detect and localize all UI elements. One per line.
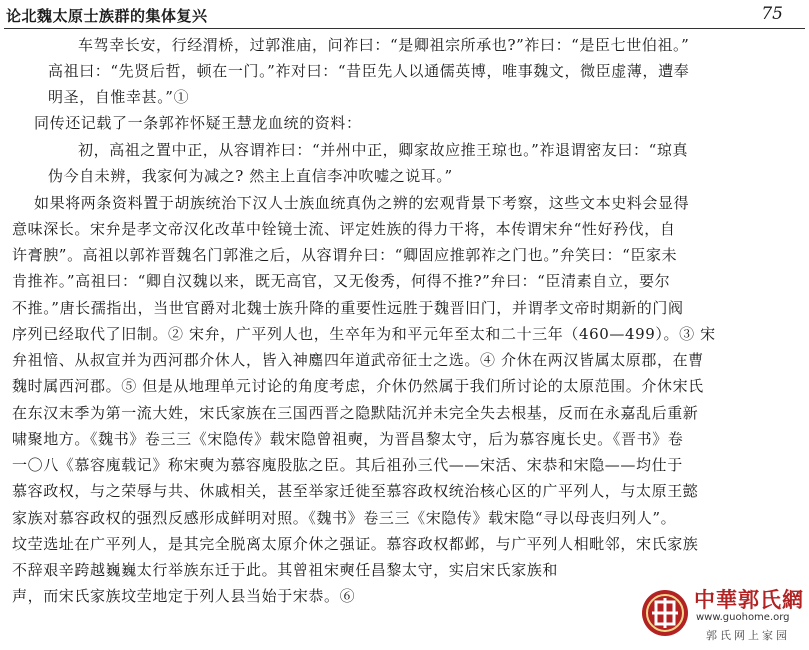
text-line: 不推。”唐长孺指出，当世官爵对北魏士族升降的重要性远胜于魏晋旧门，并谓孝文帝时期新的门阀 — [12, 299, 684, 317]
text-line: 不辞艰辛跨越巍巍太行举族东迁于此。其曾祖宋奭任昌黎太守，实启宋氏家族和 — [12, 561, 559, 579]
text-line: 如果将两条资料置于胡族统治下汉人士族血统真伪之辨的宏观背景下考察，这些文本史料会显得 — [34, 194, 690, 212]
text-line: 肯推祚。”高祖曰：“卿自汉魏以来，既无高官，又无俊秀，何得不推?”弁曰：“臣清素自立，要尔 — [12, 272, 671, 290]
text-line: 啸聚地方。《魏书》卷三三《宋隐传》载宋隐曾祖奭，为晋昌黎太守，后为慕容廆长史。《晋书》卷 — [12, 430, 684, 448]
text-line: 弁祖愔、从叔宣并为西河郡介休人，皆入神䴥四年道武帝征士之选。④ 介休在两汉皆属太原郡，在曹 — [12, 351, 704, 369]
text-line: 明圣，自惟幸甚。”① — [48, 88, 190, 106]
text-line: 家族对慕容政权的强烈反感形成鲜明对照。《魏书》卷三三《宋隐传》载宋隐“寻以母丧归列人”。 — [12, 509, 677, 527]
watermark-slogan: 郭氏网上家园 — [706, 629, 790, 642]
text-line: 车驾幸长安，行经渭桥，过郭淮庙，问祚曰：“是卿祖宗所承也?”祚曰：“是臣七世伯祖。” — [78, 36, 690, 54]
watermark-site-name: 中華郭氏網 — [694, 587, 804, 612]
guo-family-seal-icon — [640, 588, 690, 638]
text-line: 序列已经取代了旧制。② 宋弁，广平列人也，生卒年为和平元年至太和二十三年（460—499）。③ 宋 — [12, 325, 716, 343]
page-number: 75 — [761, 4, 783, 24]
text-line: 坟茔选址在广平列人，是其完全脱离太原介休之强证。慕容政权都邺，与广平列人相毗邻，宋氏家族 — [12, 535, 699, 553]
running-title: 论北魏太原士族群的集体复兴 — [6, 7, 208, 25]
text-line: 魏时属西河郡。⑤ 但是从地理单元讨论的角度考虑，介休仍然属于我们所讨论的太原范围。介休宋氏 — [12, 377, 704, 395]
page-header — [0, 0, 809, 30]
text-line: 一〇八《慕容廆载记》称宋奭为慕容廆股肱之臣。其后祖孙三代——宋活、宋恭和宋隐——均仕于 — [12, 456, 683, 474]
text-line: 许膏腴”。高祖以郭祚晋魏名门郭淮之后，从容谓弁曰：“卿固应推郭祚之门也。”弁笑曰：“臣家未 — [12, 246, 678, 264]
text-line: 高祖曰：“先贤后哲，顿在一门。”祚对曰：“昔臣先人以通儒英博，唯事魏文，微臣虚薄，遭奉 — [48, 62, 690, 80]
text-line: 意味深长。宋弁是孝文帝汉化改革中铨镜士流、评定姓族的得力干将，本传谓宋弁“性好矜伐，自 — [12, 220, 676, 238]
text-line: 慕容政权，与之荣辱与共、休戚相关，甚至举家迁徙至慕容政权统治核心区的广平列人，与太原王懿 — [12, 482, 699, 500]
text-line: 在东汉末季为第一流大姓，宋氏家族在三国西晋之隐默陆沉并未完全失去根基，反而在永嘉乱后重新 — [12, 404, 699, 422]
text-line: 同传还记载了一条郭祚怀疑王慧龙血统的资料： — [34, 114, 362, 132]
watermark-url: www.guohome.org — [696, 612, 790, 623]
header-rule — [4, 28, 805, 29]
text-line: 声，而宋氏家族坟茔地定于列人县当始于宋恭。⑥ — [12, 587, 356, 605]
text-line: 初，高祖之置中正，从容谓祚曰：“并州中正，卿家故应推王琼也。”祚退谓密友曰：“琼真 — [78, 141, 689, 159]
text-line: 伪今自未辨，我家何为减之? 然主上直信李冲吹嘘之说耳。” — [48, 167, 453, 185]
site-watermark — [636, 582, 806, 646]
